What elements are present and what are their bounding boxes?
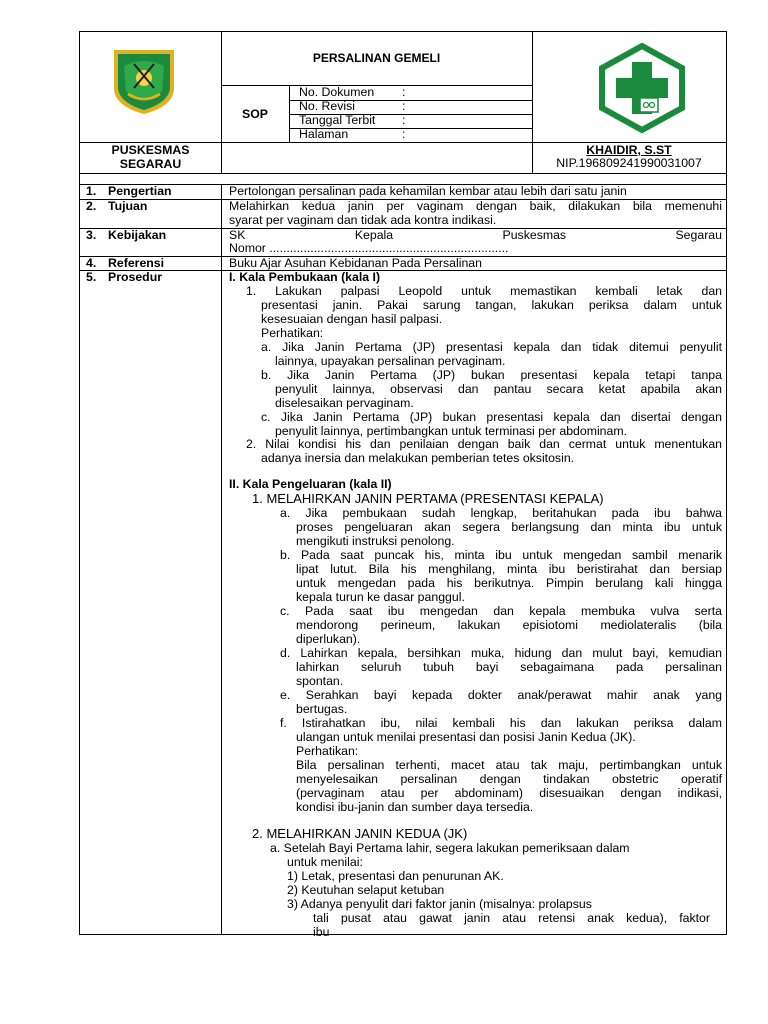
- k1-item1-line: Perhatikan:: [261, 326, 324, 340]
- k2-f-line: Bila persalinan terhenti, macet atau tak maju, pertimbangkan untuk: [296, 758, 722, 772]
- puskesmas-logo-icon: [596, 42, 688, 134]
- k2-a-line: proses pengeluaran akan segera berlangsung dan minta ibu untuk: [296, 520, 722, 534]
- k1-b-line: b. Jika Janin Pertama (JP) bukan presentasi kepala tetapi tanpa: [261, 368, 722, 382]
- k1-item1-line: presentasi janin. Pakai sarung tangan, lakukan periksa dalam untuk: [261, 298, 722, 312]
- k2-c-line: mendorong perineum, lakukan episiotomi mediolateralis (bila: [296, 618, 722, 632]
- k2-2a-line: untuk menilai:: [287, 855, 363, 869]
- k1-a-line: a. Jika Janin Pertama (JP) presentasi kepala dan tidak ditemui penyulit: [261, 340, 722, 354]
- field-sep: :: [402, 113, 406, 127]
- k1-c-line: penyulit lainnya, pertimbangkan untuk terminasi per abdominam.: [275, 424, 628, 438]
- k2-f-line: Perhatikan:: [296, 744, 359, 758]
- row-label-prosedur: 5. Prosedur: [86, 270, 162, 284]
- k2-2a-item: 1) Letak, presentasi dan penurunan AK.: [287, 869, 504, 883]
- referensi-text: Buku Ajar Asuhan Kebidanan Pada Persalinan: [229, 256, 482, 270]
- k2-f-line: ulangan untuk menilai presentasi dan posisi Janin Kedua (JK).: [296, 730, 636, 744]
- kala-1-title: I. Kala Pembukaan (kala I): [229, 270, 381, 284]
- k2-2a-item: ibu: [313, 925, 330, 939]
- k2-2a-item: tali pusat atau gawat janin atau retensi anak kedua), faktor: [313, 911, 710, 925]
- org-name: PUSKESMAS SEGARAU: [111, 143, 190, 171]
- k2-1-title: 1. MELAHIRKAN JANIN PERTAMA (PRESENTASI KEPALA): [252, 491, 604, 506]
- k2-f-line: menyelesaikan persalinan dengan tindakan obstetric operatif: [296, 772, 722, 786]
- k2-c-line: diperlukan).: [296, 632, 361, 646]
- kebijakan-line-2: Nomor ......................................................................: [229, 241, 509, 255]
- k1-c-line: c. Jika Janin Pertama (JP) bukan presentasi kepala dan disertai dengan: [261, 410, 722, 424]
- k2-b-line: untuk mengedan pada his berikutnya. Pimpin berulang kali hingga: [296, 576, 722, 590]
- pengertian-text: Pertolongan persalinan pada kehamilan kembar atau lebih dari satu janin: [229, 184, 627, 198]
- row-label-pengertian: 1. Pengertian: [86, 184, 172, 198]
- k2-a-line: a. Jika pembukaan sudah lengkap, beritahukan pada ibu bahwa: [280, 506, 722, 520]
- k1-b-line: penyulit lainnya, observasi dan pantau secara ketat apabila akan: [275, 382, 722, 396]
- k2-f-line: (pervaginam atau per abdominam) disesuaikan dengan indikasi,: [296, 786, 722, 800]
- field-halaman: Halaman: [299, 127, 349, 141]
- tujuan-text-2: syarat per vaginam dan tidak ada kontra indikasi.: [229, 213, 497, 227]
- kebijakan-line-1: SK Kepala Puskesmas Segarau: [229, 228, 722, 242]
- k2-d-line: d. Lahirkan kepala, bersihkan muka, hidung dan mulut bayi, kemudian: [280, 646, 722, 660]
- k2-d-line: spontan.: [296, 674, 344, 688]
- k2-2a-item: 2) Keutuhan selaput ketuban: [287, 883, 445, 897]
- k1-item1-line: kesesuaian dengan hasil palpasi.: [261, 312, 443, 326]
- k2-f-line: f. Istirahatkan ibu, nilai kembali his dan lakukan periksa dalam: [280, 716, 722, 730]
- k2-f-line: kondisi ibu-janin dan sumber daya tersedia.: [296, 800, 534, 814]
- k2-b-line: kepala turun ke dasar panggul.: [296, 590, 465, 604]
- field-no-revisi: No. Revisi: [299, 99, 356, 113]
- k1-b-line: diselesaikan pervaginam.: [275, 396, 414, 410]
- k2-e-line: e. Serahkan bayi kepada dokter anak/perawat mahir anak yang: [280, 688, 722, 702]
- k2-2-title: 2. MELAHIRKAN JANIN KEDUA (JK): [252, 826, 468, 841]
- sop-document: [79, 31, 727, 939]
- field-sep: :: [402, 99, 406, 113]
- k2-e-line: bertugas.: [296, 702, 348, 716]
- k1-a-line: lainnya, upayakan persalinan pervaginam.: [275, 354, 506, 368]
- k2-a-line: mengikuti instruksi penolong.: [296, 534, 455, 548]
- k2-2a-item: 3) Adanya penyulit dari faktor janin (misalnya: prolapsus: [287, 897, 592, 911]
- field-sep: :: [402, 85, 406, 99]
- signer-nip: NIP.196809241990031007: [556, 156, 702, 170]
- k1-item1-line: 1. Lakukan palpasi Leopold untuk memastikan kembali letak dan: [246, 284, 722, 298]
- row-label-kebijakan: 3. Kebijakan: [86, 228, 167, 242]
- k2-b-line: b. Pada saat puncak his, minta ibu untuk mengedan sambil menarik: [280, 548, 722, 562]
- field-no-dokumen: No. Dokumen: [299, 85, 375, 99]
- k2-d-line: lahirkan seluruh tubuh bayi sebagaimana pada persalinan: [296, 660, 722, 674]
- k2-2a-line: a. Setelah Bayi Pertama lahir, segera lakukan pemeriksaan dalam: [270, 841, 630, 855]
- signer-name: KHAIDIR, S.ST: [586, 143, 672, 157]
- row-label-referensi: 4. Referensi: [86, 256, 165, 270]
- k1-item2-line: 2. Nilai kondisi his dan penilaian dengan baik dan cermat untuk menentukan: [246, 437, 722, 451]
- kala-2-title: II. Kala Pengeluaran (kala II): [229, 477, 392, 491]
- sop-label: SOP: [242, 107, 268, 121]
- field-sep: :: [402, 127, 406, 141]
- k1-item2-line: adanya inersia dan melakukan pemberian tetes oksitosin.: [261, 451, 575, 465]
- field-tanggal-terbit: Tanggal Terbit: [299, 113, 376, 127]
- k2-c-line: c. Pada saat ibu mengedan dan kepala membuka vulva serta: [280, 604, 722, 618]
- regency-logo-icon: [108, 44, 180, 116]
- row-label-tujuan: 2. Tujuan: [86, 199, 148, 213]
- tujuan-text-1: Melahirkan kedua janin per vaginam dengan baik, dilakukan bila memenuhi: [229, 199, 722, 213]
- k2-b-line: lipat lutut. Bila his menghilang, minta ibu beristirahat dan bersiap: [296, 562, 722, 576]
- document-title: PERSALINAN GEMELI: [312, 51, 441, 65]
